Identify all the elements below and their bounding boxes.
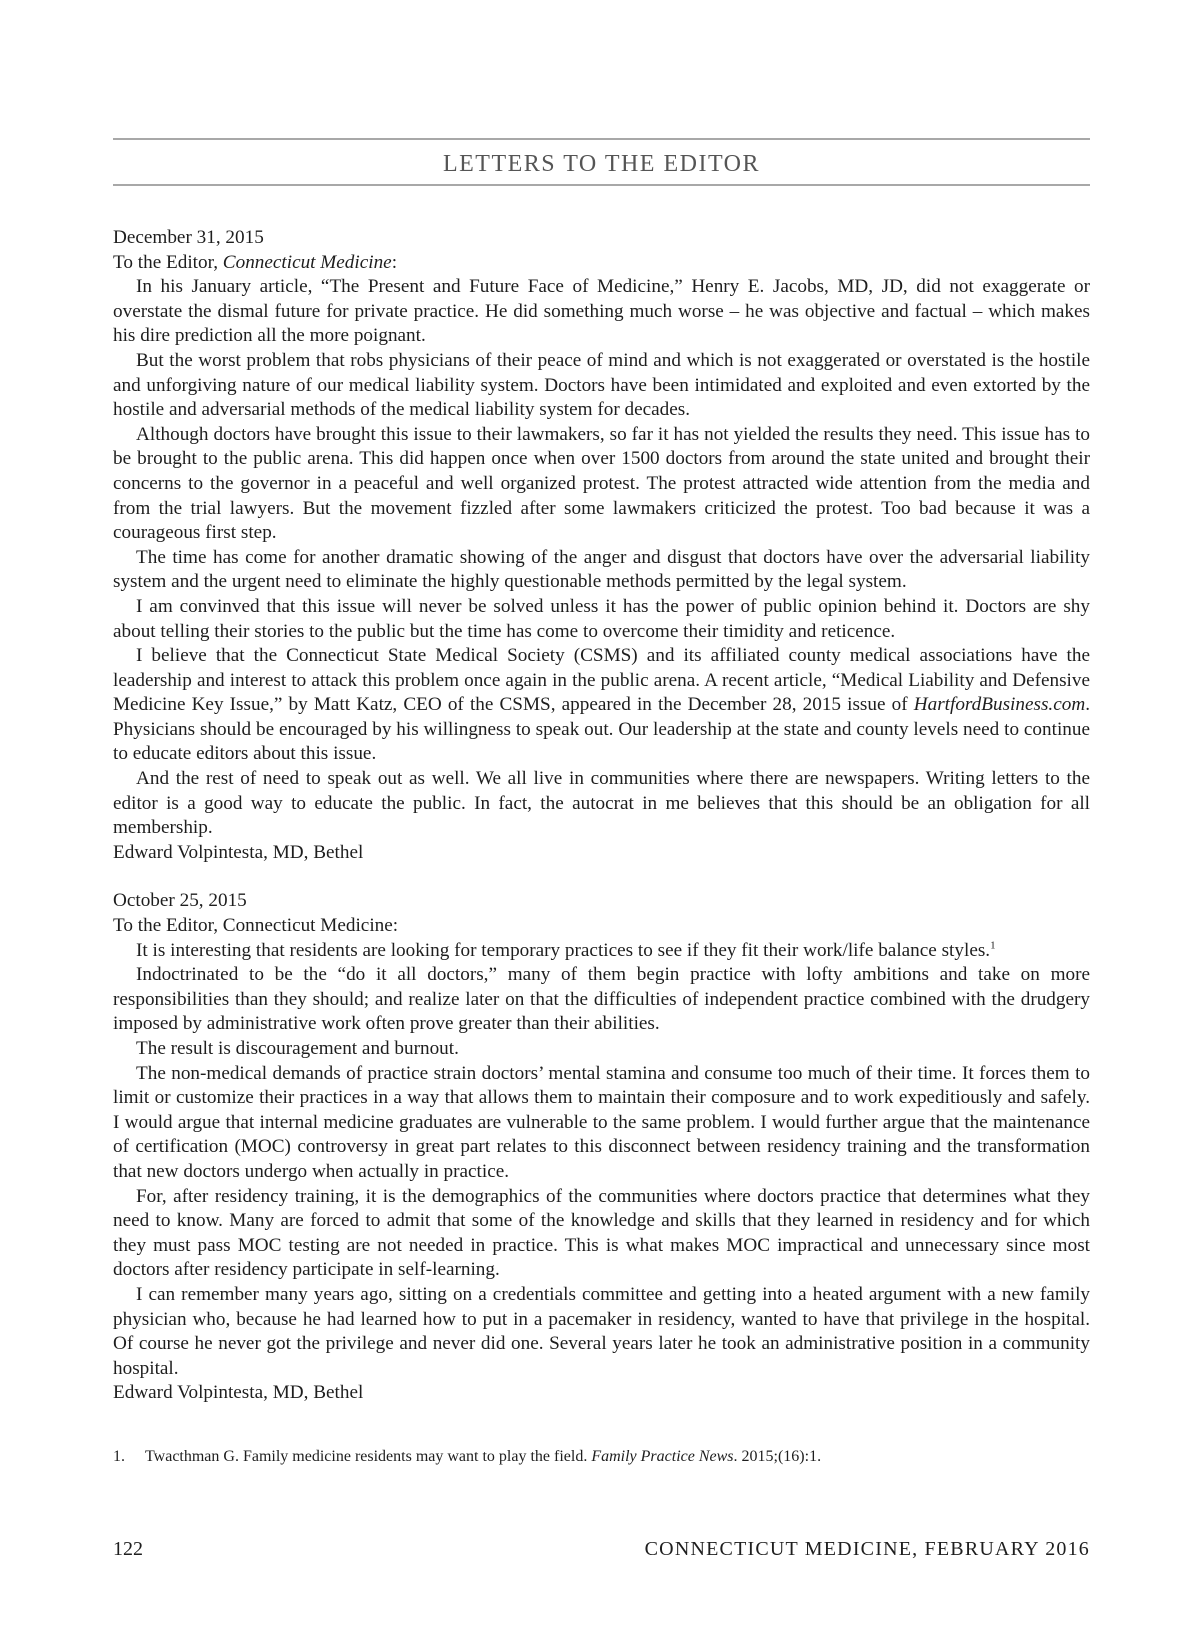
letter-signature: Edward Volpintesta, MD, Bethel [113, 841, 364, 863]
page-number: 122 [113, 1538, 143, 1560]
paragraph-text: It is interesting that residents are looking for temporary practices to see if they fit their work/life balance styles. [136, 939, 991, 961]
letter-paragraph: Indoctrinated to be the “do it all doctors,” many of them begin practice with lofty ambitions and take on more responsibilities than they should; and realize later on that the difficulties of independent practice combined with the drudgery imposed by administrative work often prove greater than their abilities. [113, 964, 1090, 1035]
footnote-journal: Family Practice News [591, 1448, 734, 1465]
letter-paragraph [113, 939, 1090, 964]
letter-salutation: To the Editor, Connecticut Medicine: [113, 915, 399, 937]
letter-paragraph: The result is discouragement and burnout. [136, 1038, 459, 1059]
salutation-suffix: : [391, 251, 398, 273]
salutation-prefix: To the Editor, [113, 251, 223, 273]
section-title: LETTERS TO THE EDITOR [442, 151, 761, 177]
footnote-citation: . 2015;(16):1. [733, 1448, 822, 1465]
top-rule [113, 138, 1090, 140]
letter-date: December 31, 2015 [113, 227, 264, 248]
letter-paragraph: I am convinved that this issue will never be solved unless it has the power of public opinion behind it. Doctors are shy about telling their stories to the public but the time has come to overcome their timidity and reticence. [113, 595, 1090, 642]
footnote [113, 1447, 1090, 1467]
letter-paragraph: Although doctors have brought this issue to their lawmakers, so far it has not yielded the results they need. This issue has to be brought to the public arena. This did happen once when over 1500 doctors from around the state united and brought their concerns to the governor in a peaceful and well organized protest. The protest attracted wide attention from the media and from the trial lawyers. But the movement fizzled after some lawmakers criticized the protest. Too bad because it was a courageous first step. [113, 423, 1090, 544]
letter-paragraph: The time has come for another dramatic showing of the anger and disgust that doctors have over the adversarial liability system and the urgent need to eliminate the highly questionable methods permitted by the legal system. [113, 546, 1090, 593]
letter-1 [113, 226, 1090, 865]
salutation-journal: Connecticut Medicine [222, 251, 392, 273]
letter-paragraph: But the worst problem that robs physicians of their peace of mind and which is not exaggerated or overstated is the hostile and unforgiving nature of our medical liability system. Doctors have been intimidated and exploited and even extorted by the hostile and adversarial methods of the medical liability system for decades. [113, 349, 1090, 421]
journal-issue: CONNECTICUT MEDICINE, FEBRUARY 2016 [644, 1538, 1090, 1560]
footnote-reference: 1 [990, 939, 996, 952]
letters-content [113, 226, 1090, 1406]
paragraph-text: I believe that the Connecticut State Medical Society (CSMS) and its affiliated county medical associations have the leadership and interest to attack this problem once again in the public arena. A recent article, “Medical Liability and Defensive Medicine Key Issue,” by Matt Katz, CEO of the CSMS, appeared in the December 28, 2015 issue of [113, 645, 1090, 716]
letter-2 [113, 889, 1090, 1405]
letter-paragraph: The non-medical demands of practice strain doctors’ mental stamina and consume too much of their time. It forces them to limit or customize their practices in a way that allows them to maintain their composure and to work expeditiously and safely. I would argue that internal medicine graduates are vulnerable to the same problem. I would further argue that the maintenance of certification (MOC) controversy in great part relates to this disconnect between residency training and the transformation that new doctors undergo when actually in practice. [113, 1062, 1090, 1182]
letter-paragraph: In his January article, “The Present and Future Face of Medicine,” Henry E. Jacobs, MD, JD, did not exaggerate or overstate the dismal future for private practice. He did something much worse – he was objective and factual – which makes his dire prediction all the more poignant. [113, 276, 1090, 347]
letter-paragraph [113, 644, 1090, 767]
footnote-number: 1. [113, 1448, 125, 1465]
letter-signature: Edward Volpintesta, MD, Bethel [113, 1382, 364, 1404]
letter-paragraph: I can remember many years ago, sitting on a credentials committee and getting into a heated argument with a new family physician who, because he had learned how to put in a pacemaker in residency, wanted to have that privilege in the hospital. Of course he never got the privilege and never did one. Several years later he took an administrative position in a community hospital. [113, 1283, 1090, 1379]
letter-paragraph: And the rest of need to speak out as well. We all live in communities where there are newspapers. Writing letters to the editor is a good way to educate the public. In fact, the autocrat in me believes that this should be an obligation for all membership. [113, 768, 1090, 839]
bottom-rule [113, 184, 1090, 186]
letter-date: October 25, 2015 [113, 890, 247, 912]
letter-paragraph: For, after residency training, it is the demographics of the communities where doctors practice that determines what they need to know. Many are forced to admit that some of the knowledge and skills that they learned in residency and for which they must pass MOC testing are not needed in practice. This is what makes MOC impractical and unnecessary since most doctors after residency participate in self-learning. [113, 1185, 1090, 1281]
footnote-text: Twacthman G. Family medicine residents may want to play the field. [145, 1448, 592, 1465]
paragraph-text: . Physicians should be encouraged by his willingness to speak out. Our leadership at the state and county levels need to continue to educate editors about this issue. [113, 694, 1090, 765]
letter-salutation [113, 251, 1090, 276]
publication-name: HartfordBusiness.com [913, 694, 1086, 716]
